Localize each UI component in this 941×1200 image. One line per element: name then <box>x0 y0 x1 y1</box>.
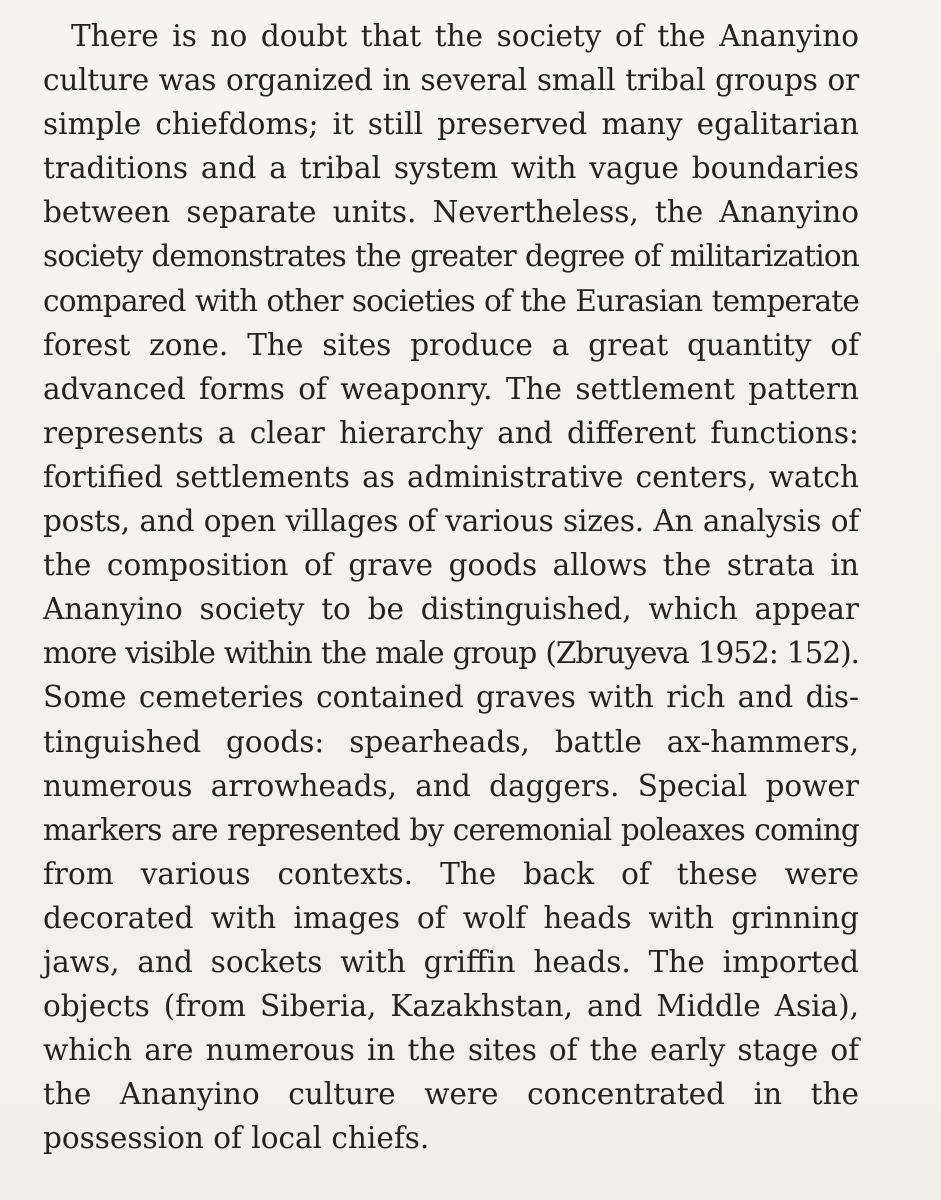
paragraph-line-8: forest zone. The sites produce a great quantity of <box>43 327 859 362</box>
paragraph-line-22: jaws, and sockets with griffin heads. The imported <box>43 944 859 979</box>
paragraph-line-9: advanced forms of weaponry. The settlement pattern <box>43 371 859 406</box>
paragraph-line-7: compared with other societies of the Eurasian temperate <box>43 283 859 318</box>
paragraph-line-14: Ananyino society to be distinguished, which appear <box>43 592 859 627</box>
paragraph-line-3: simple chiefdoms; it still preserved many egalitarian <box>43 107 859 142</box>
paragraph-line-10: represents a clear hierarchy and different functions: <box>43 415 859 450</box>
paragraph-line-26: possession of local chiefs. <box>43 1121 430 1156</box>
paragraph-line-19: markers are represented by ceremonial poleaxes coming <box>43 812 859 847</box>
paragraph-line-11: fortified settlements as administrative centers, watch <box>43 459 859 494</box>
paragraph-line-18: numerous arrowheads, and daggers. Special power <box>43 768 859 803</box>
paragraph-line-15: more visible within the male group (Zbruyeva 1952: 152). <box>43 636 859 671</box>
paragraph-line-1: There is no doubt that the society of the Ananyino <box>71 19 859 53</box>
paragraph-line-17: tinguished goods: spearheads, battle ax-hammers, <box>43 724 859 759</box>
paragraph-line-13: the composition of grave goods allows the strata in <box>43 548 859 583</box>
paragraph-line-2: culture was organized in several small tribal groups or <box>43 63 859 98</box>
paragraph-line-23: objects (from Siberia, Kazakhstan, and Middle Asia), <box>43 989 859 1024</box>
paragraph-line-4: traditions and a tribal system with vague boundaries <box>43 151 859 186</box>
paragraph-line-16: Some cemeteries contained graves with rich and dis- <box>43 680 859 715</box>
paragraph-line-6: society demonstrates the greater degree of militarization <box>43 239 859 274</box>
paragraph-line-25: the Ananyino culture were concentrated in the <box>43 1077 859 1112</box>
paragraph-line-20: from various contexts. The back of these were <box>43 856 859 891</box>
body-paragraph <box>43 14 859 1160</box>
paragraph-line-12: posts, and open villages of various sizes. An analysis of <box>43 504 859 539</box>
paragraph-line-5: between separate units. Nevertheless, the Ananyino <box>43 195 859 230</box>
paragraph-line-24: which are numerous in the sites of the early stage of <box>43 1033 859 1068</box>
paragraph-line-21: decorated with images of wolf heads with grinning <box>43 900 859 935</box>
